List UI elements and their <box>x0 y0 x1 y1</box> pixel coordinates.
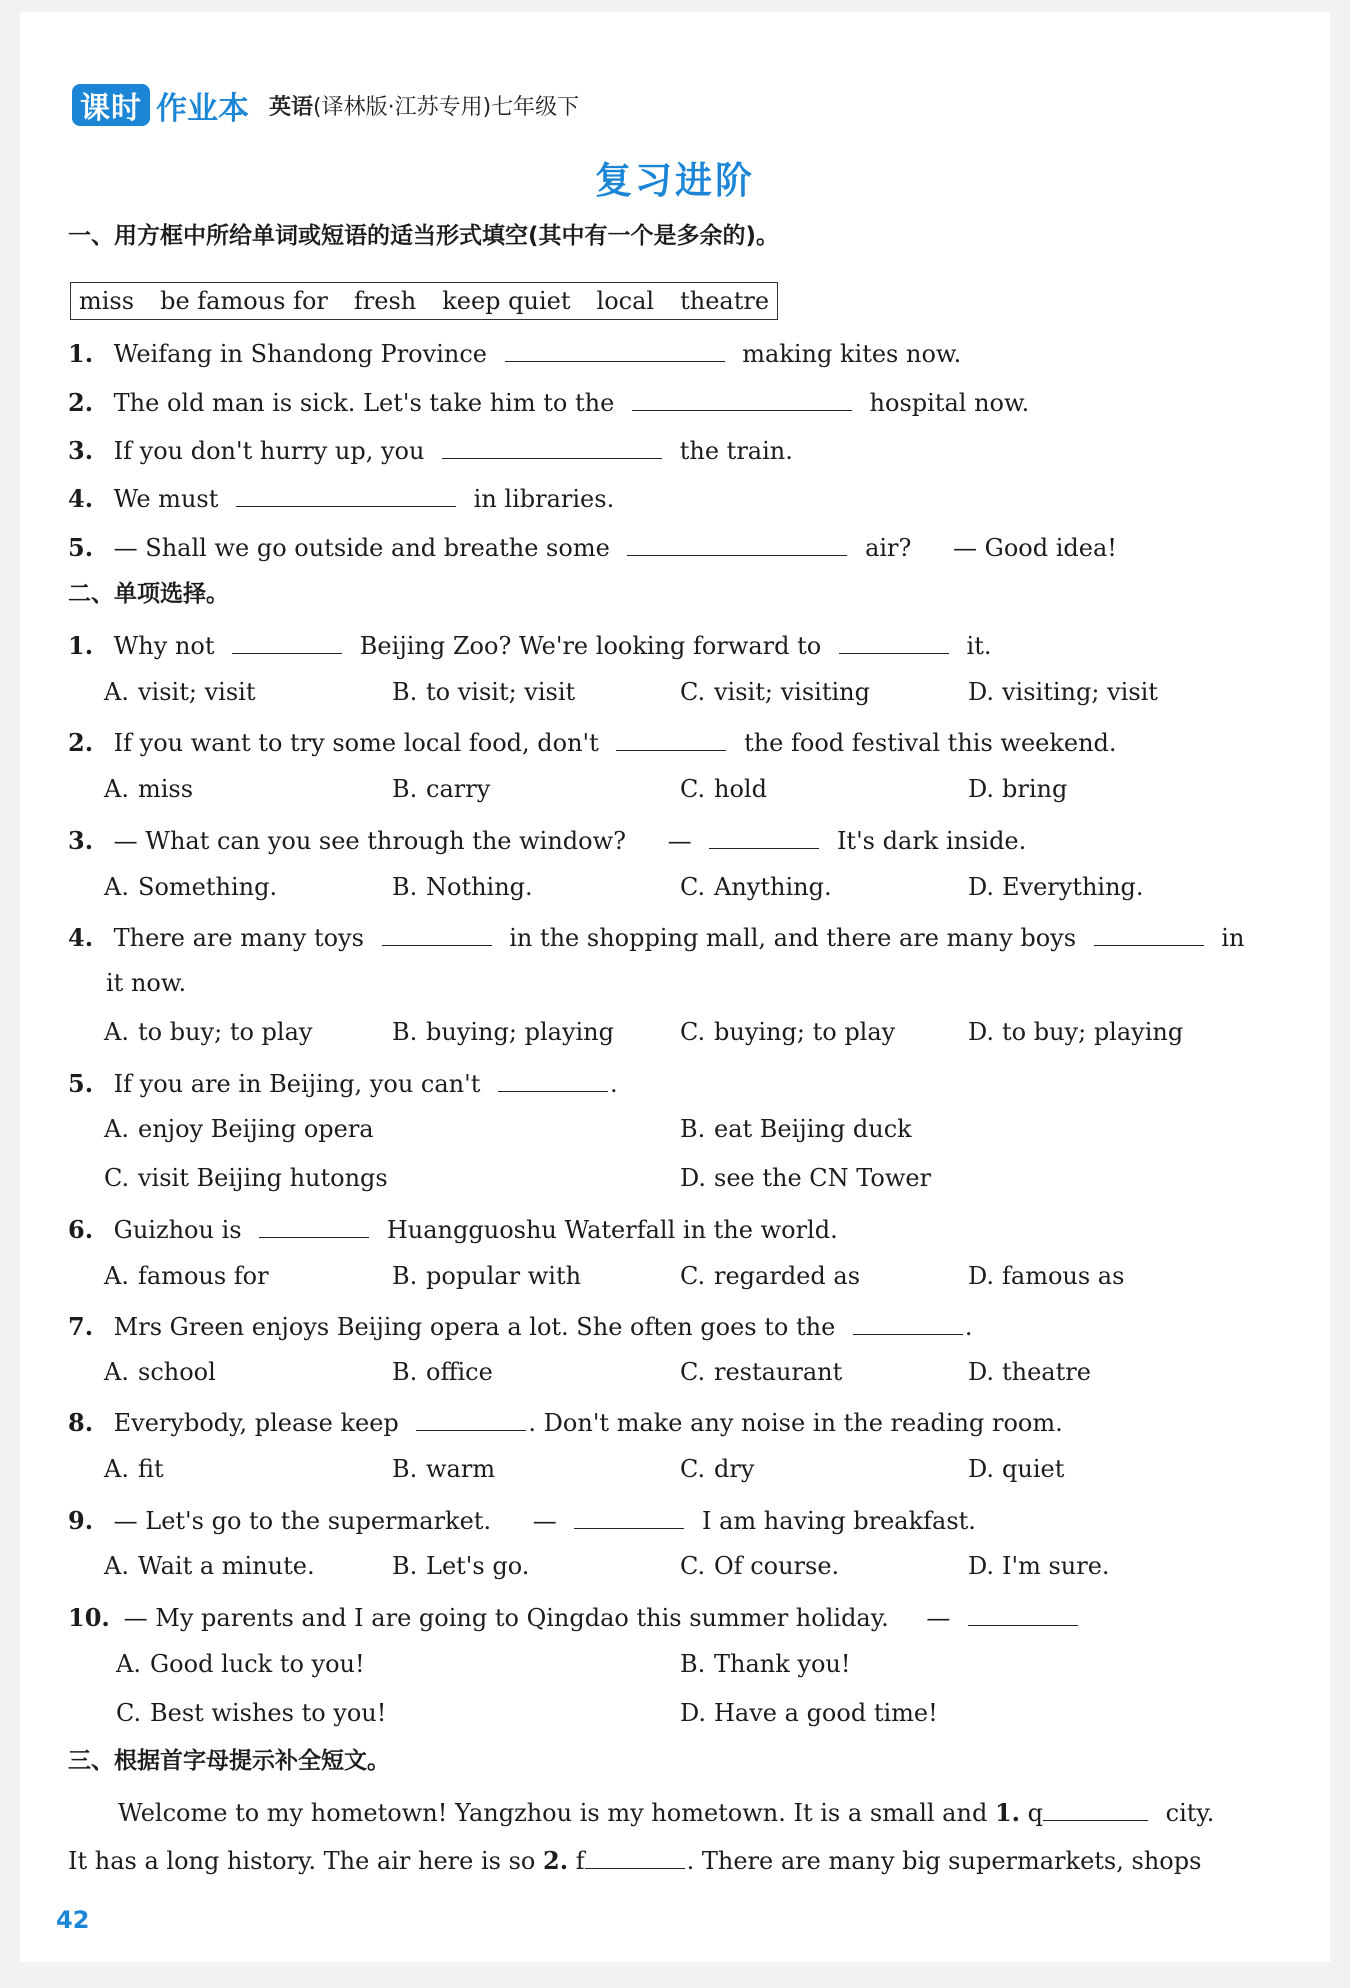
option-letter: C. <box>116 1699 142 1727</box>
option-d[interactable] <box>968 1260 1124 1292</box>
option-letter: D. <box>968 1358 995 1386</box>
answer-blank[interactable] <box>853 1308 963 1335</box>
option-text: quiet <box>1002 1455 1065 1483</box>
option-text: famous for <box>138 1262 269 1290</box>
option-letter: A. <box>104 1115 129 1143</box>
option-text: bring <box>1002 775 1068 803</box>
option-a[interactable] <box>104 676 255 708</box>
page-title: 复习进阶 <box>595 159 755 202</box>
hint-letter: q <box>1027 1799 1044 1827</box>
option-text: Let's go. <box>426 1552 530 1580</box>
option-letter: D. <box>968 1018 995 1046</box>
option-b[interactable] <box>392 1453 495 1485</box>
option-letter: C. <box>680 1552 706 1580</box>
passage-text: . There are many big supermarkets, shops <box>686 1847 1202 1875</box>
answer-blank[interactable] <box>498 1065 608 1092</box>
option-d[interactable] <box>968 1356 1091 1388</box>
answer-blank[interactable] <box>585 1842 685 1869</box>
question-number: 4. <box>68 923 94 952</box>
answer-blank[interactable] <box>1094 919 1204 946</box>
answer-blank[interactable] <box>505 335 725 362</box>
series-logo: 课时 <box>72 84 150 126</box>
option-letter: B. <box>392 1552 418 1580</box>
question <box>68 1404 1063 1439</box>
reply-dash: — <box>667 827 692 855</box>
word-option: local <box>596 287 655 315</box>
option-letter: C. <box>680 678 706 706</box>
passage-line <box>118 1794 1214 1829</box>
option-text: to buy; to play <box>138 1018 313 1046</box>
option-c[interactable] <box>116 1697 386 1729</box>
question <box>68 1065 618 1100</box>
option-text: Of course. <box>714 1552 840 1580</box>
question <box>68 480 614 515</box>
subject-label: 英语 <box>269 94 314 120</box>
option-text: enjoy Beijing opera <box>138 1115 374 1143</box>
hint-letter: f <box>575 1847 585 1875</box>
option-a[interactable] <box>104 1260 269 1292</box>
answer-blank[interactable] <box>968 1599 1078 1626</box>
option-text: to visit; visit <box>426 678 576 706</box>
option-a[interactable] <box>104 1453 164 1485</box>
option-letter: C. <box>680 873 706 901</box>
option-letter: B. <box>392 1262 418 1290</box>
question-text: air? <box>865 534 912 562</box>
answer-blank[interactable] <box>1043 1794 1148 1821</box>
option-d[interactable] <box>680 1162 931 1194</box>
answer-blank[interactable] <box>709 822 819 849</box>
reply-text: — Good idea! <box>953 534 1117 562</box>
option-letter: B. <box>392 873 418 901</box>
option-letter: A. <box>104 1552 129 1580</box>
answer-blank[interactable] <box>632 384 852 411</box>
option-c[interactable] <box>680 1550 839 1582</box>
question-text: Everybody, please keep <box>113 1409 399 1437</box>
question-text: We must <box>113 485 219 513</box>
option-letter: D. <box>968 1262 995 1290</box>
page-number: 42 <box>56 1906 90 1934</box>
option-text: warm <box>426 1455 496 1483</box>
question-continuation: it now. <box>106 969 187 997</box>
question-text: — What can you see through the window? <box>113 827 627 855</box>
option-c[interactable] <box>680 1260 860 1292</box>
option-d[interactable] <box>968 676 1158 708</box>
option-text: visiting; visit <box>1002 678 1158 706</box>
question-text: The old man is sick. Let's take him to the <box>113 389 615 417</box>
option-letter: A. <box>104 1455 129 1483</box>
option-letter: A. <box>104 775 129 803</box>
question-number: 1. <box>68 631 94 660</box>
option-b[interactable] <box>392 1356 493 1388</box>
question-text: Beijing Zoo? We're looking forward to <box>359 632 822 660</box>
option-a[interactable] <box>104 1550 315 1582</box>
option-letter: A. <box>104 873 129 901</box>
option-text: famous as <box>1002 1262 1125 1290</box>
question-text: it. <box>966 632 992 660</box>
option-b[interactable] <box>392 1016 614 1048</box>
question-text: I am having breakfast. <box>702 1507 976 1535</box>
question <box>68 1502 976 1537</box>
option-d[interactable] <box>968 1550 1110 1582</box>
option-b[interactable] <box>392 676 575 708</box>
section-heading: 二、单项选择。 <box>68 581 229 607</box>
question <box>68 822 1026 857</box>
question-text: in <box>1221 924 1245 952</box>
question <box>68 1211 838 1246</box>
option-text: Have a good time! <box>714 1699 938 1727</box>
question-number: 1. <box>994 1798 1021 1827</box>
option-text: school <box>138 1358 216 1386</box>
answer-blank[interactable] <box>232 627 342 654</box>
option-b[interactable] <box>392 773 490 805</box>
option-letter: B. <box>392 678 418 706</box>
option-letter: A. <box>104 1262 129 1290</box>
passage-text: It has a long history. The air here is so <box>68 1847 536 1875</box>
option-c[interactable] <box>680 1453 754 1485</box>
reply-dash: — <box>926 1604 951 1632</box>
question-number: 4. <box>68 484 94 513</box>
option-b[interactable] <box>392 871 533 903</box>
option-letter: D. <box>968 678 995 706</box>
option-text: office <box>426 1358 493 1386</box>
option-d[interactable] <box>680 1697 938 1729</box>
word-option: miss <box>79 287 135 315</box>
question-text: — My parents and I are going to Qingdao this summer holiday. <box>123 1604 889 1632</box>
section-heading: 一、用方框中所给单词或短语的适当形式填空(其中有一个是多余的)。 <box>68 223 780 249</box>
option-text: to buy; playing <box>1002 1018 1184 1046</box>
question-number: 3. <box>68 436 94 465</box>
question <box>68 335 961 370</box>
option-a[interactable] <box>104 1016 312 1048</box>
word-option: be famous for <box>160 287 328 315</box>
option-text: regarded as <box>714 1262 861 1290</box>
question-text: Mrs Green enjoys Beijing opera a lot. She often goes to the <box>113 1313 836 1341</box>
question <box>68 1308 973 1343</box>
option-text: Thank you! <box>714 1650 851 1678</box>
answer-blank[interactable] <box>616 724 726 751</box>
question-text: — Shall we go outside and breathe some <box>113 534 610 562</box>
option-letter: D. <box>968 1552 995 1580</box>
question-text: in libraries. <box>473 485 615 513</box>
option-a[interactable] <box>116 1648 365 1680</box>
option-text: hold <box>714 775 767 803</box>
edition-label: (译林版·江苏专用)七年级下 <box>313 94 580 120</box>
option-text: Anything. <box>714 873 832 901</box>
section-heading: 三、根据首字母提示补全短文。 <box>68 1748 390 1774</box>
option-letter: B. <box>392 775 418 803</box>
question-text: making kites now. <box>742 340 962 368</box>
option-text: Everything. <box>1002 873 1144 901</box>
option-text: I'm sure. <box>1002 1552 1110 1580</box>
answer-blank[interactable] <box>839 627 949 654</box>
option-text: Wait a minute. <box>138 1552 315 1580</box>
option-b[interactable] <box>680 1113 912 1145</box>
option-b[interactable] <box>680 1648 851 1680</box>
word-option: keep quiet <box>442 287 571 315</box>
option-text: fit <box>138 1455 164 1483</box>
answer-blank[interactable] <box>236 480 456 507</box>
question-text: the food festival this weekend. <box>744 729 1117 757</box>
option-letter: D. <box>680 1164 707 1192</box>
option-letter: C. <box>104 1164 130 1192</box>
option-a[interactable] <box>104 773 193 805</box>
option-c[interactable] <box>680 871 832 903</box>
book-info <box>269 90 579 121</box>
series-name: 作业本 <box>156 90 249 127</box>
option-letter: C. <box>680 1455 706 1483</box>
option-letter: A. <box>116 1650 141 1678</box>
option-c[interactable] <box>680 1356 842 1388</box>
option-a[interactable] <box>104 1113 374 1145</box>
answer-blank[interactable] <box>574 1502 684 1529</box>
option-text: theatre <box>1002 1358 1091 1386</box>
passage-text: city. <box>1165 1799 1215 1827</box>
option-text: visit Beijing hutongs <box>138 1164 388 1192</box>
option-text: buying; to play <box>714 1018 896 1046</box>
option-d[interactable] <box>968 773 1067 805</box>
question <box>68 384 1029 419</box>
option-letter: C. <box>680 1262 706 1290</box>
question-number: 6. <box>68 1215 94 1244</box>
question-number: 8. <box>68 1408 94 1437</box>
question-number: 7. <box>68 1312 94 1341</box>
question <box>68 432 793 467</box>
option-letter: B. <box>680 1115 706 1143</box>
option-letter: B. <box>392 1358 418 1386</box>
option-letter: A. <box>104 678 129 706</box>
word-option: theatre <box>680 287 770 315</box>
question-number: 2. <box>68 388 94 417</box>
option-letter: D. <box>968 873 995 901</box>
option-c[interactable] <box>680 773 767 805</box>
option-text: popular with <box>426 1262 582 1290</box>
answer-blank[interactable] <box>259 1211 369 1238</box>
option-text: Something. <box>138 873 278 901</box>
question <box>68 529 1117 564</box>
option-d[interactable] <box>968 1016 1183 1048</box>
option-a[interactable] <box>104 871 277 903</box>
option-text: miss <box>138 775 194 803</box>
question <box>68 724 1117 759</box>
question-text: Why not <box>113 632 215 660</box>
question-text: Weifang in Shandong Province <box>113 340 487 368</box>
passage-line <box>68 1842 1201 1877</box>
question-number: 9. <box>68 1506 94 1535</box>
question-text: . <box>610 1070 618 1098</box>
option-text: Best wishes to you! <box>150 1699 387 1727</box>
question-number: 2. <box>68 728 94 757</box>
word-box <box>70 282 778 320</box>
question-number: 2. <box>543 1846 569 1875</box>
question-text: . Don't make any noise in the reading room. <box>528 1409 1063 1437</box>
option-text: Good luck to you! <box>150 1650 365 1678</box>
option-b[interactable] <box>392 1260 581 1292</box>
question-text: — Let's go to the supermarket. <box>113 1507 492 1535</box>
question <box>68 627 991 662</box>
answer-blank[interactable] <box>382 919 492 946</box>
option-c[interactable] <box>104 1162 388 1194</box>
option-text: carry <box>426 775 491 803</box>
option-letter: B. <box>680 1650 706 1678</box>
option-letter: A. <box>104 1358 129 1386</box>
option-d[interactable] <box>968 871 1144 903</box>
option-letter: C. <box>680 775 706 803</box>
question-text: the train. <box>679 437 793 465</box>
reply-dash: — <box>532 1507 557 1535</box>
worksheet-page <box>20 12 1330 1962</box>
option-text: Nothing. <box>426 873 533 901</box>
option-letter: C. <box>680 1018 706 1046</box>
question-text: hospital now. <box>869 389 1030 417</box>
question <box>68 1599 1088 1634</box>
question-text: . <box>964 1313 973 1341</box>
option-text: see the CN Tower <box>714 1164 932 1192</box>
question-text: Guizhou is <box>113 1216 242 1244</box>
question-number: 5. <box>68 533 94 562</box>
option-text: eat Beijing duck <box>714 1115 912 1143</box>
question-number: 3. <box>68 826 94 855</box>
question-text: If you are in Beijing, you can't <box>113 1070 481 1098</box>
option-letter: B. <box>392 1018 418 1046</box>
question-number: 1. <box>68 339 94 368</box>
answer-blank[interactable] <box>416 1404 526 1431</box>
question-text: If you want to try some local food, don't <box>113 729 599 757</box>
option-text: visit; visiting <box>714 678 870 706</box>
option-letter: B. <box>392 1455 418 1483</box>
option-c[interactable] <box>680 676 870 708</box>
option-text: restaurant <box>714 1358 843 1386</box>
question-text: Huangguoshu Waterfall in the world. <box>386 1216 838 1244</box>
question-text: There are many toys <box>113 924 364 952</box>
option-text: buying; playing <box>426 1018 614 1046</box>
question-text: It's dark inside. <box>836 827 1027 855</box>
word-option: fresh <box>353 287 417 315</box>
option-letter: C. <box>680 1358 706 1386</box>
question <box>68 919 1244 954</box>
option-d[interactable] <box>968 1453 1064 1485</box>
book-header <box>72 80 579 130</box>
option-letter: D. <box>968 1455 995 1483</box>
option-b[interactable] <box>392 1550 529 1582</box>
question-text: in the shopping mall, and there are many boys <box>509 924 1077 952</box>
option-a[interactable] <box>104 1356 216 1388</box>
passage-text: Welcome to my hometown! Yangzhou is my hometown. It is a small and <box>118 1799 988 1827</box>
option-letter: A. <box>104 1018 129 1046</box>
option-letter: D. <box>968 775 995 803</box>
answer-blank[interactable] <box>627 529 847 556</box>
question-number: 5. <box>68 1069 94 1098</box>
question-text: If you don't hurry up, you <box>113 437 425 465</box>
question-number: 10. <box>68 1603 110 1632</box>
option-text: visit; visit <box>138 678 256 706</box>
option-c[interactable] <box>680 1016 895 1048</box>
option-text: dry <box>714 1455 755 1483</box>
answer-blank[interactable] <box>442 432 662 459</box>
option-letter: D. <box>680 1699 707 1727</box>
